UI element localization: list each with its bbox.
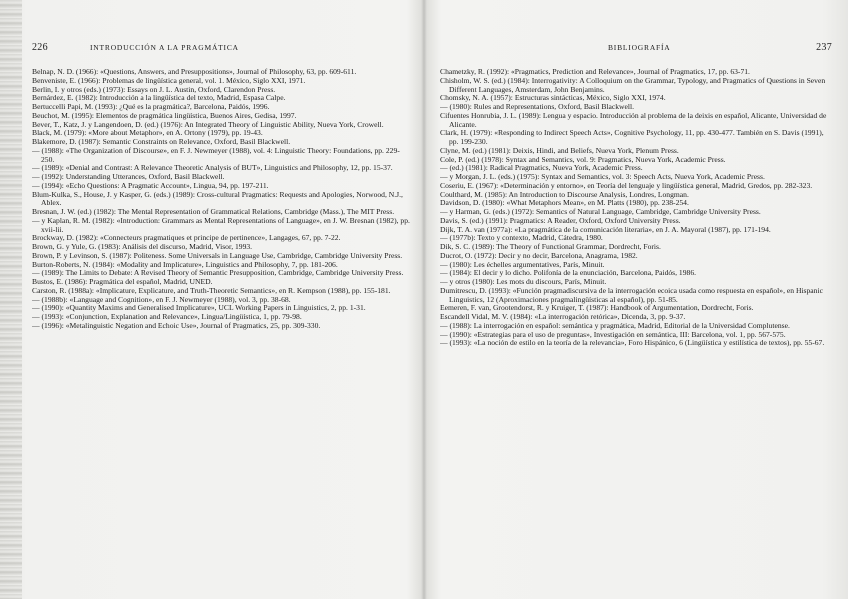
bibliography-entry: Clark, H. (1979): «Responding to Indirect Speech Acts», Cognitive Psychology, 11, pp. 430-477. También en S. Davis (1991), pp. 199-230. [440,128,824,146]
bibliography-entry: — (1994): «Echo Questions: A Pragmatic Account», Lingua, 94, pp. 197-211. [32,180,269,190]
bibliography-entry: Berlin, I. y otros (eds.) (1973): Essays on J. L. Austin, Oxford, Clarendon Press. [32,84,276,94]
left-page-header [32,42,412,56]
bibliography-entry: — (1990): «Quantity Maxims and Generalised Implicature», UCL Working Papers in Linguistics, 2, pp. 1-31. [32,303,366,313]
bibliography-entry: Dik, S. C. (1989): The Theory of Functional Grammar, Dordrecht, Foris. [440,242,661,251]
bibliography-entry: — y otros (1980): Les mots du discours, París, Minuit. [440,277,607,286]
bibliography-entry: — (1989): «Denial and Contrast: A Relevance Theoretic Analysis of BUT», Linguistics and Philosophy, 12, pp. 15-37. [32,163,393,173]
bibliography-entry: Dumitrescu, D. (1993): «Función pragmadiscursiva de la interrogación ecoica usada como respuesta en español», en Hispanic Linguistics, 12 (Aproximaciones pragmalingüísticas al español), pp. 51-85. [440,285,823,304]
bibliography-entry: Blakemore, D. (1987): Semantic Constraints on Relevance, Oxford, Basil Blackwell. [32,137,291,146]
bibliography-entry: Bustos, E. (1986): Pragmática del español, Madrid, UNED. [32,277,213,286]
bibliography-entry: Coseriu, E. (1967): «Determinación y entorno», en Teoría del lenguaje y lingüística general, Madrid, Gredos, pp. 282-323. [440,180,813,190]
bibliography-entry: — (1980): Les échelles argumentatives, París, Minuit. [440,259,605,269]
bibliography-entry: Bertuccelli Papi, M. (1993): ¿Qué es la pragmática?, Barcelona, Paidós, 1996. [32,102,270,111]
bibliography-entry: — (1988): La interrogación en español: semántica y pragmática, Madrid, Editorial de la Universidad Complutense. [440,320,790,330]
bibliography-entry: Clyne, M. (ed.) (1981): Deixis, Hindi, and Beliefs, Nueva York, Plenum Press. [440,145,679,155]
bibliography-entry: Coulthard, M. (1985): An Introduction to Discourse Analysis, Londres, Longman. [440,189,689,199]
right-page [440,42,832,592]
right-page-header [440,42,832,56]
bibliography-entry: Bresnan, J. W. (ed.) (1982): The Mental Representation of Grammatical Relations, Cambridge (Mass.), The MIT Press. [32,207,395,216]
bibliography-entry: — (ed.) (1981): Radical Pragmatics, Nueva York, Academic Press. [440,163,643,173]
bibliography-entry: — y Kaplan, R. M. (1982): «Introduction: Grammars as Mental Representations of Language», en J. W. Bresnan (1982), pp. xvii-lii. [32,215,410,234]
bibliography-entry: Eemeren, F. van, Grootendorst, R. y Kruiger, T. (1987): Handbook of Argumentation, Dordrecht, Foris. [440,303,754,313]
bibliography-entry: Black, M. (1979): «More about Metaphor», en A. Ortony (1979), pp. 19-43. [32,128,263,138]
bibliography-entry: Belnap, N. D. (1966): «Questions, Answers, and Presuppositions», Journal of Philosophy, 63, pp. 609-611. [32,67,357,76]
bibliography-entry: Davidson, D. (1980): «What Metaphors Mean», en M. Platts (1980), pp. 238-254. [440,198,689,208]
right-running-head: BIBLIOGRAFÍA [608,43,671,52]
bibliography-entry: Escandell Vidal, M. V. (1984): «La interrogación retórica», Dicenda, 3, pp. 9-37. [440,312,686,321]
left-page-number: 226 [32,42,48,53]
bibliography-entry: Chomsky, N. A. (1957): Estructuras sintácticas, México, Siglo XXI, 1974. [440,93,666,103]
bibliography-entry: Cifuentes Honrubia, J. L. (1989): Lengua y espacio. Introducción al problema de la deixis en español, Alicante, Universidad de Alicante. [440,110,827,129]
bibliography-entry: — (1988b): «Language and Cognition», en F. J. Newmeyer (1988), vol. 3, pp. 38-68. [32,294,291,304]
bibliography-entry: — (1984): El decir y lo dicho. Polifonía de la enunciación, Barcelona, Paidós, 1986. [440,268,697,278]
bibliography-entry: Cole, P. (ed.) (1978): Syntax and Semantics, vol. 9: Pragmatics, Nueva York, Academic Press. [440,154,726,164]
right-page-number: 237 [816,42,832,53]
bibliography-entry: Brown, P. y Levinson, S. (1987): Politeness. Some Universals in Language Use, Cambridge, Cambridge University Press. [32,250,403,260]
bibliography-entry: Bever, T., Katz, J. y Langendoen, D. (ed.) (1976): An Integrated Theory of Linguistic Ability, Nueva York, Crowell. [32,119,384,129]
bibliography-entry: — (1993): «Conjunction, Explanation and Relevance», Lingua/Lingüística, 1, pp. 79-98. [32,312,302,321]
bibliography-entry: Chisholm, W. S. (ed.) (1984): Interrogativity: A Colloquium on the Grammar, Typology, and Pragmatics of Questions in Seven Different Languages, Amsterdam, John Benjamins. [440,75,826,94]
book-gutter [421,0,427,599]
page-stack-edge [0,0,22,599]
bibliography-entry: Brown, G. y Yule, G. (1983): Análisis del discurso, Madrid, Visor, 1993. [32,242,253,251]
bibliography-entry: — (1977b): Texto y contexto, Madrid, Cátedra, 1980. [440,233,603,243]
bibliography-entry: — (1993): «La noción de estilo en la teoría de la relevancia», Foro Hispánico, 6 (Lingüística y estilística de textos), pp. 55-67. [440,338,825,348]
bibliography-entry: Brockway, D. (1982): «Connecteurs pragmatiques et principe de pertinence», Langages, 67, pp. 7-22. [32,233,341,243]
bibliography-entry: — (1996): «Metalinguistic Negation and Echoic Use», Journal of Pragmatics, 25, pp. 309-330. [32,320,321,330]
bibliography-entry: Burton-Roberts, N. (1984): «Modality and Implicature», Linguistics and Philosophy, 7, pp. 181-206. [32,259,338,269]
bibliography-entry: Dijk, T. A. van (1977a): «La pragmática de la comunicación literaria», en J. A. Mayoral (1987), pp. 171-194. [440,224,771,234]
bibliography-entry: Ducrot, O. (1972): Decir y no decir, Barcelona, Anagrama, 1982. [440,250,638,260]
bibliography-entry: — (1989): The Limits to Debate: A Revised Theory of Semantic Presupposition, Cambridge, Cambridge University Press. [32,268,404,278]
bibliography-entry: Blum-Kulka, S., House, J. y Kasper, G. (eds.) (1989): Cross-cultural Pragmatics: Requests and Apologies, Norwood, N.J., Ablex. [32,189,403,208]
bibliography-entry: Benveniste, E. (1966): Problemas de lingüística general, vol. 1. México, Siglo XXI, 1971. [32,75,306,85]
bibliography-entry: Davis, S. (ed.) (1991): Pragmatics: A Reader, Oxford, Oxford University Press. [440,215,681,225]
bibliography-entry: — (1990): «Estrategias para el uso de preguntas», Investigación en semántica, III: Barcelona, vol. 1, pp. 567-575. [440,329,786,339]
bibliography-entry: Chametzky, R. (1992): «Pragmatics, Prediction and Relevance», Journal of Pragmatics, 17, pp. 63-71. [440,67,750,76]
left-bibliography-list [32,68,412,331]
left-running-head: INTRODUCCIÓN A LA PRAGMÁTICA [90,43,239,52]
bibliography-entry: — y Harman, G. (eds.) (1972): Semantics of Natural Language, Cambridge, Cambridge University Press. [440,207,761,216]
bibliography-entry: Carston, R. (1988a): «Implicature, Explicature, and Truth-Theoretic Semantics», en R. Kempson (1988), pp. 155-181. [32,285,391,295]
bibliography-entry: — (1988): «The Organization of Discourse», en F. J. Newmeyer (1988), vol. 4: Linguistic Theory: Foundations, pp. 229-250. [32,145,400,164]
bibliography-entry: — y Morgan, J. L. (eds.) (1975): Syntax and Semantics, vol. 3: Speech Acts, Nueva York, Academic Press. [440,172,765,181]
right-bibliography-list [440,68,832,348]
bibliography-entry: — (1980): Rules and Representations, Oxford, Basil Blackwell. [440,102,635,111]
left-page [32,42,412,592]
bibliography-entry: Bernárdez, E. (1982): Introducción a la lingüística del texto, Madrid, Espasa Calpe. [32,93,286,103]
bibliography-entry: — (1992): Understanding Utterances, Oxford, Basil Blackwell. [32,172,225,181]
bibliography-entry: Beuchot, M. (1995): Elementos de pragmática lingüística, Buenos Aires, Gedisa, 1997. [32,110,297,120]
